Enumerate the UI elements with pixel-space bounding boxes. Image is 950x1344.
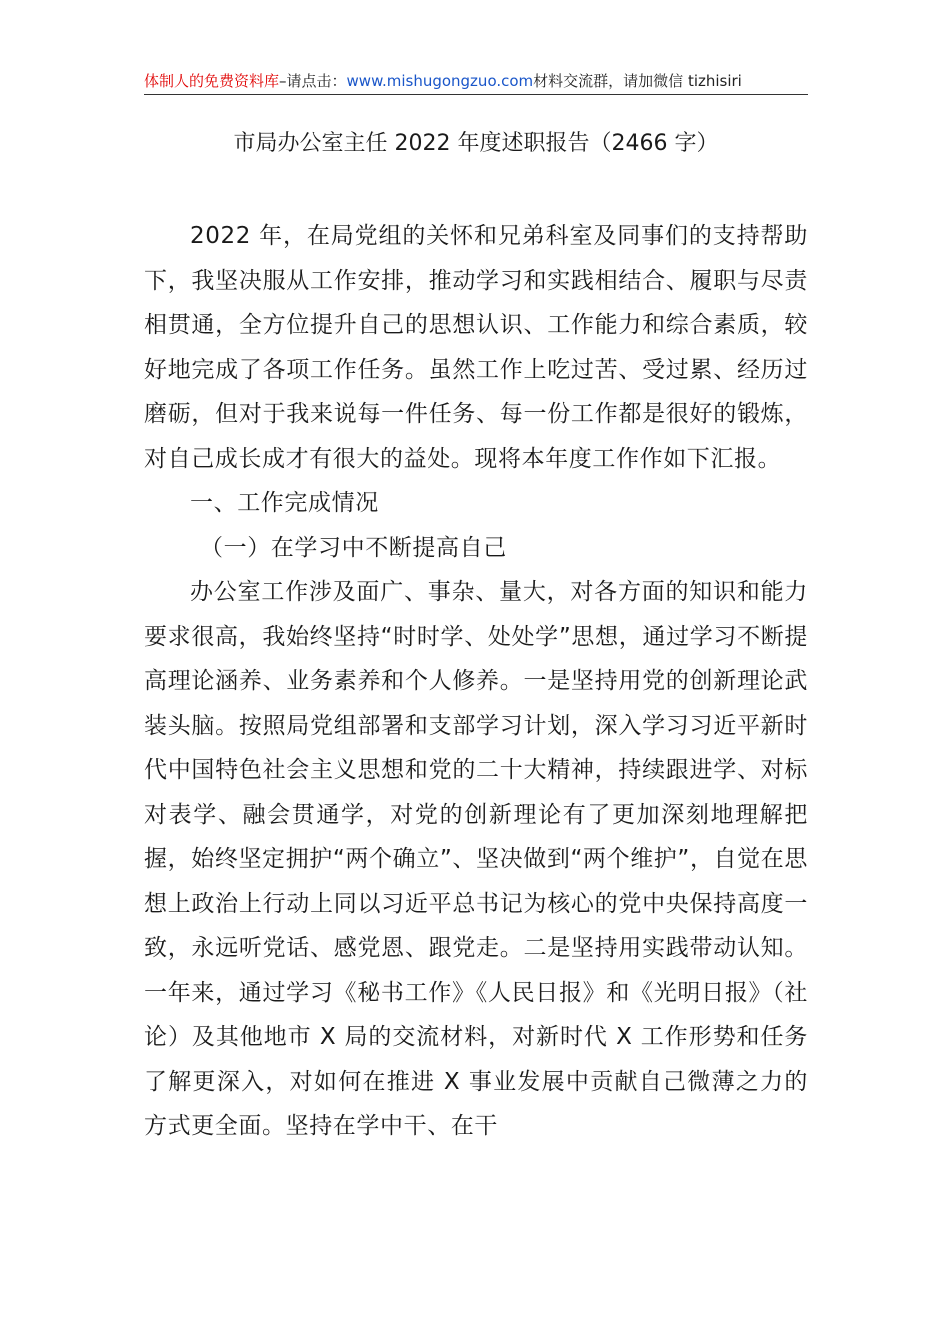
document-body xyxy=(144,214,808,1149)
section-heading: 一、工作完成情况 xyxy=(190,490,379,516)
intro-paragraph: 2022 年，在局党组的关怀和兄弟科室及同事们的支持帮助下，我坚决服从工作安排，推动学习和实践相结合、履职与尽责相贯通，全方位提升自己的思想认识、工作能力和综合素质，较好地完成了各项工作任务。虽然工作上吃过苦、受过累、经历过磨砺，但对于我来说每一件任务、每一份工作都是很好的锻炼，对自己成长成才有很大的益处。现将本年度工作作如下汇报。 xyxy=(144,223,808,472)
header-contact: 材料交流群，请加微信 tizhisiri xyxy=(533,72,742,90)
header-divider xyxy=(144,94,808,95)
subsection-heading: （一）在学习中不断提高自己 xyxy=(200,534,507,561)
document-title: 市局办公室主任 2022 年度述职报告（2466 字） xyxy=(233,131,719,156)
page-header xyxy=(144,70,808,94)
body-paragraph: 办公室工作涉及面广、事杂、量大，对各方面的知识和能力要求很高，我始终坚持“时时学、处处学”思想，通过学习不断提高理论涵养、业务素养和个人修养。一是坚持用党的创新理论武装头脑。按照局党组部署和支部学习计划，深入学习习近平新时代中国特色社会主义思想和党的二十大精神，持续跟进学、对标对表学、融会贯通学，对党的创新理论有了更加深刻地理解把握，始终坚定拥护“两个确立”、坚决做到“两个维护”，自觉在思想上政治上行动上同以习近平总书记为核心的党中央保持高度一致，永远听党话、感党恩、跟党走。二是坚持用实践带动认知。一年来，通过学习《秘书工作》《人民日报》和《光明日报》（社论）及其他地市 X 局的交流材料，对新时代 X 工作形势和任务了解更深入，对如何在推进 X 事业发展中贡献自己微薄之力的方式更全面。坚持在学中干、在干 xyxy=(144,579,808,1139)
header-prompt: –请点击： xyxy=(279,72,347,90)
header-link[interactable]: www.mishugongzuo.com xyxy=(346,72,534,90)
header-brand: 体制人的免费资料库 xyxy=(144,72,280,90)
